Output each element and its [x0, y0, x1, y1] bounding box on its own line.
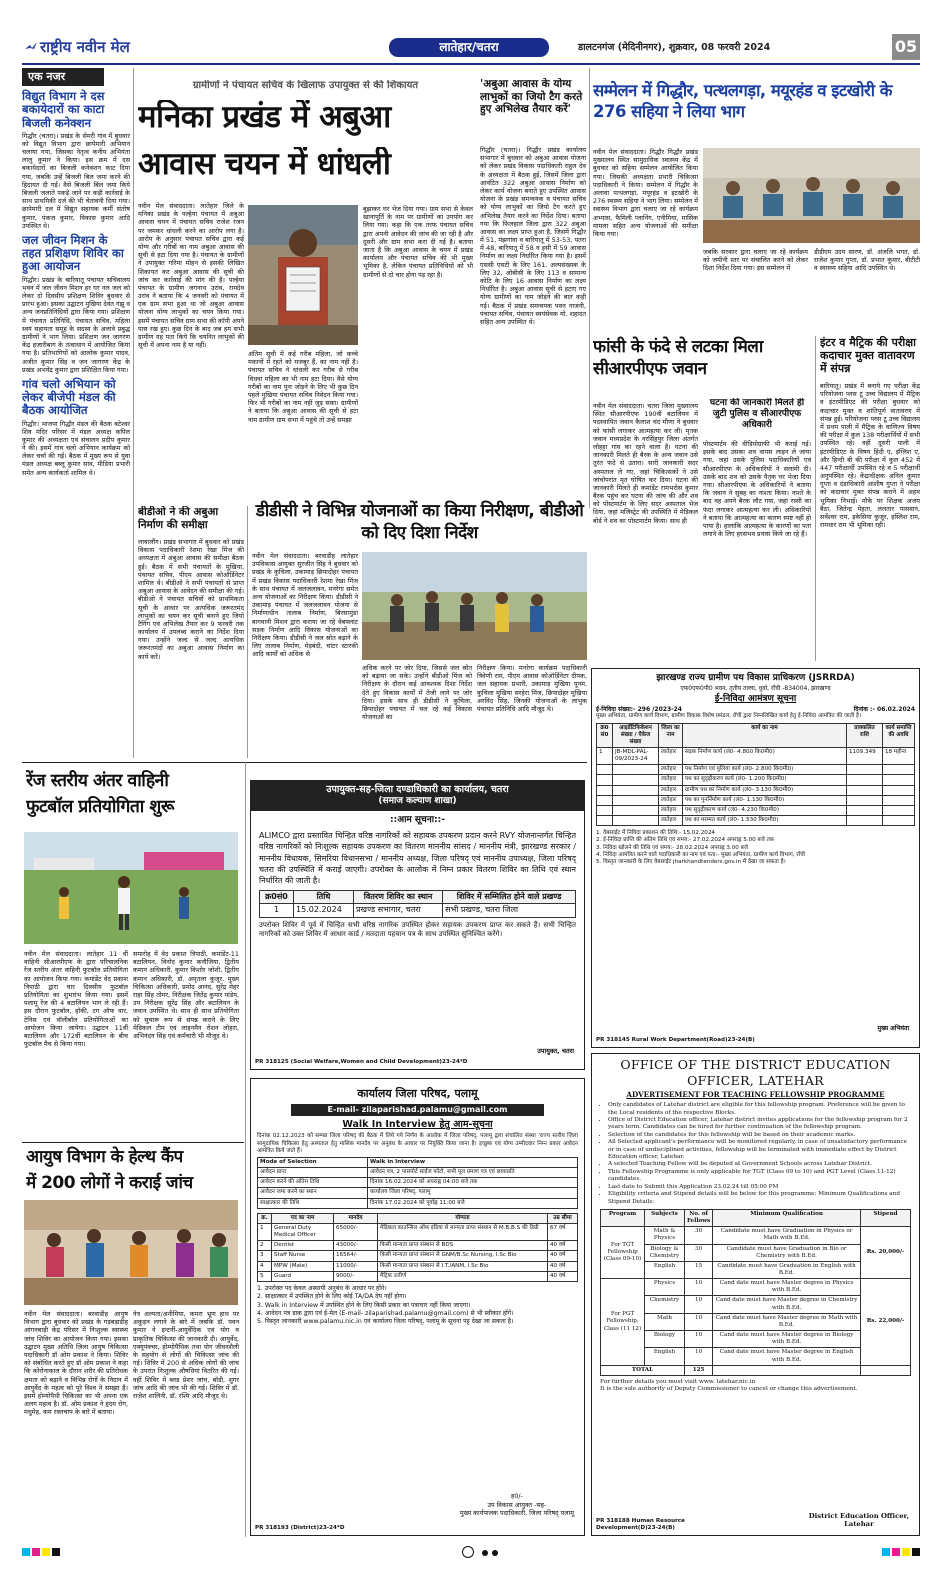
cell	[883, 795, 915, 805]
lead-body-col-3: बुझाकर घर भेज दिया गया। ग्राम सभा से केवल खानापूर्ति के नाम पर ग्रामीणों का उपयोग कर लिया गया। कहा कि एक तरफ पंचायत सचिव द्वारा अपनी आवेदन की जांच की जा रही है और दूसरी और ग्राम सभा करा दी गई है। बताया जाता है कि अबुआ आवास के चयन में प्रखंड कार्यालय और पंचायत सचिव की भी मुख्य भूमिका है, लेकिन पंचायत प्रतिनिधियों को भी ग्रामीणों से दो चार होना पड़ रहा है।	[363, 205, 473, 279]
cell: 1	[260, 904, 294, 917]
table-row	[601, 1279, 911, 1296]
col-header: Stipend	[861, 1209, 911, 1226]
col-header: Subjects	[645, 1209, 685, 1226]
sahiya-headline: सम्मेलन में गिद्धौर, पत्थलगड़ा, मयूरहंड व इटखोरी के 276 सहिया ने लिया भाग	[593, 81, 892, 122]
bdo-review-body: लावालौंग। प्रखंड सभागार में बुधवार को प्रखंड विकास पदाधिकारी रेशमा रेखा मिंज की अध्यक्षता में अबुआ आवास की समीक्षा बैठक हुई। बैठक में सभी पंचायतों के मुखिया, पंचायत सचिव, पीएम आवास कोऑर्डिनेटर शामिल थे। बीडीओ ने सभी पंचायतों से प्राप्त अबुआ आवास के आवेदन की समीक्षा की गई। बीडीओ ने पंचायत सचिवों को प्राथमिकता सूची के आधार पर अत्यधिक जरूरतमंद लाभुकों का चयन कर सूची बनाने हुए जियो टैगिंग एवं अभिलेख तैयार कर 9 फरवरी तक कार्यालय में उपलब्ध कराने का निर्देश दिया गया। उन्होंने जल्द से जल्द अत्यधिक जरूरतमंदों का अबुआ आवास निर्माण का कार्य करें।	[138, 538, 244, 661]
cell: English	[645, 1348, 685, 1365]
cell: 40 वर्ष	[548, 1261, 578, 1271]
palamu-pr: PR 318193 (District)23-24*D	[255, 1524, 345, 1531]
note: 3. Walk in Interview में उपस्थित होने के लिए किसी प्रकार का पत्राचार नहीं किया जाएगा।	[257, 1301, 471, 1309]
palamu-signatory	[460, 1492, 574, 1517]
col-header: क्र.	[258, 1213, 272, 1223]
cell: 1	[597, 748, 613, 765]
deo-subtitle: ADVERTISEMENT FOR TEACHING FELLOWSHIP PROGRAMME	[626, 1090, 885, 1099]
cell	[883, 775, 915, 785]
football-photo-field	[24, 832, 238, 944]
table-header-row	[260, 891, 576, 904]
bullet: • A selected Teaching Fellow will be deputed at Government Schools across Latehar District.	[608, 1161, 911, 1168]
page-number: 05	[892, 34, 920, 60]
cell: 18 महीना	[883, 748, 915, 765]
table-row	[601, 1227, 911, 1244]
jsrrda-title: ई-निविदा आमंत्रण सूचना	[714, 694, 797, 705]
cell	[883, 765, 915, 775]
column-divider	[815, 336, 816, 661]
table-row	[597, 816, 915, 826]
jsrrda-address: एफ0एफ0पी0 भवन, तृतीय तल्ला, धुर्वा, राँची -834004, झारखण्ड	[680, 684, 831, 692]
cell: Rs. 20,000/-	[861, 1227, 911, 1279]
table-row	[258, 1198, 578, 1208]
note: 2. ई-निविदा प्राप्ति की अंतिम तिथि एवं समय:- 27.02.2024 अपराह्न 5.00 बजे तक	[596, 837, 775, 844]
cell: मेडिकल काउन्सिल ऑफ इंडिया से मान्यता प्राप्त संस्थान से M.B.B.S की डिग्री	[378, 1223, 548, 1240]
col-header: उम्र सीमा	[548, 1213, 578, 1223]
cell: लातेहार	[659, 816, 683, 826]
note: 4. निविदा आमंत्रित करने वाले पदाधिकारी का नाम एवं पता:- मुख्य अभियंता, ग्रामीण कार्य विभाग, राँची	[596, 851, 806, 858]
cell: प्रखण्ड सभागार, चतरा	[354, 904, 443, 917]
table-row	[597, 805, 915, 815]
note: 2. साक्षात्कार में उपस्थित होने के लिए कोई TA/DA देय नहीं होगा।	[257, 1293, 407, 1301]
fansi-subhead: घटना की जानकारी मिलते ही जुटी पुलिस व सीआरपीएफ अधिकारी	[709, 398, 805, 430]
cell: दिनांक 17.02.2024 को पूर्वाह्न 11:00 बजे	[368, 1198, 578, 1208]
sahiya-body-3: डीडीएम उदय सारण, डॉ. अंजलि भगत, डॉ. राजेश कुमार गुप्ता, डॉ. प्रभात कुमार, बीटीटी व स्वास्थ्य सहिया आदि उपस्थित थे।	[814, 248, 920, 273]
cell: Chemistry	[645, 1296, 685, 1313]
table-row	[597, 748, 915, 765]
table-total-row	[601, 1365, 911, 1375]
cell: 5	[258, 1271, 272, 1281]
deo-title-2: OFFICER, LATEHAR	[687, 1073, 824, 1088]
deo-fellowship-table	[600, 1209, 911, 1376]
chatra-signatory: उपायुक्त, चतरा	[537, 1046, 574, 1055]
paper-name: राष्ट्रीय नवीन मेल	[40, 38, 130, 56]
item-title: विद्युत विभाग ने दस बकायेदारों का काटा बिजली कनेक्शन	[22, 89, 105, 130]
jsrrda-tender-notice	[591, 668, 920, 1048]
column-divider	[133, 68, 134, 758]
cell	[613, 795, 659, 805]
item-body: गिद्धौर। भाजपा गिद्धौर मंडल की बैठक बटेश्वर शिव मंदिर परिसर में मंडल अध्यक्ष कपिल कुमार की अध्यक्षता एवं संचालन प्रदीप कुमार ने की। इसमें गांव चलो अभियान कार्यक्रम को लेकर चर्चा की गई। बैठक में मुख्य रूप से युवा मंडल अध्यक्ष बब्लू कुमार साव, मीडिया प्रभारी समेत अन्य कार्यकर्ता शामिल थे।	[22, 419, 130, 477]
deo-pr: PR 318188 Human Resource Development(D)23-24(B)	[596, 1517, 685, 1531]
cell: 125	[685, 1365, 713, 1375]
cell: MPW (Male)	[272, 1261, 334, 1271]
cell: Staff Nurse	[272, 1251, 334, 1261]
cell: 10	[685, 1279, 713, 1296]
cell: For PGT Fellowship, Class (11 12)	[601, 1279, 645, 1366]
ayush-body: नवीन मेल संवाददाता। बरवाडीह आयुष विभाग द्वारा बुधवार को प्रखंड के गड़बड़ाडीह आंगनबाड़ी केंद्र परिसर में निःशुल्क स्वास्थ्य जांच शिविर का आयोजन किया गया। इसका उद्घाटन मुख्य अतिथि जिला आयुष चिकित्सा पदाधिकारी डॉ ओम प्रकाश ने किया। शिविर को संबोधित करते हुए डॉ ओम प्रकाश ने कहा कि कोरोनाकाल के दौरान शरीर की प्रतिरोधक क्षमता को बढ़ाने व विभिन्न रोगों के निदान में आयुर्वेद के महत्व को पूरे विश्व ने समझा है। इसमें होम्योपैथी चिकित्सा का भी अपना एक अलग महत्व है। डॉ. ओम प्रकाश ने हृदय रोग, मधुमेह, कम रक्तचाप के बारे में बताया।	[24, 1310, 128, 1417]
table-header-row	[601, 1209, 911, 1226]
cell: 15.02.2024	[294, 904, 354, 917]
jsrrda-pr: PR 318145 Rural Work Department(Road)23-24(B)	[596, 1036, 755, 1043]
note: 3. निविदा खोलने की तिथि एवं समय:- 28.02.2024 अपराह्न 3.00 बजे	[596, 844, 748, 851]
cell: For TGT Fellowship (Class 09-10)	[601, 1227, 645, 1279]
col-header: No. of Fellows	[685, 1209, 713, 1226]
cell	[883, 785, 915, 795]
table-row	[258, 1157, 578, 1167]
signatory-line: District Education Officer,	[808, 1511, 909, 1520]
cell: Cand date must have Master degree in Biology with B.Ed.	[713, 1331, 861, 1348]
table-row	[258, 1241, 578, 1251]
section-rule	[22, 1142, 244, 1143]
table-row	[258, 1188, 578, 1198]
signatory-line: उप विकास आयुक्त -सह-	[487, 1500, 547, 1509]
item-title: गांव चलो अभियान को लेकर बीजेपी मंडल की बैठक आयोजित	[22, 376, 116, 418]
lead-photo-man-holding-paper	[248, 205, 358, 345]
cell: सड़क निर्माण कार्य (लं0- 4.800 कि0मी0)	[683, 748, 847, 765]
cell: पथ का सुदृढ़ीकरण कार्य (लं0- 1.200 कि0मी0)	[683, 775, 847, 785]
cell	[597, 795, 613, 805]
abua-headline: 'अबुआ आवास के योग्य लाभुकों का जियो टैग करते हुए अभिलेख तैयार करें'	[480, 78, 583, 116]
cell: Mode of Selection	[258, 1157, 368, 1167]
football-body: नवीन मेल संवाददाता। लातेहार 11 वीं वाहिनी सीआरपीएफ के द्वारा परिचालनिक रेंज स्तरीय अंतर वाहिनी फुटबॉल प्रतियोगिता का आयोजन किया गया। कमांडेंट वेद प्रकाश त्रिपाठी द्वारा चार दिवसीय फुटबॉल प्रतियोगिता का शुभारंभ किया गया। इसमें पलामू रेंज की 4 बटालियन भाग ले रही हैं। इस दौरान फुटबॉल, हॉकी, टग ऑफ वार, टेनिस एवं वॉलीबॉल प्रतियोगिताओं का आयोजन किया जायेगा। उद्घाटन 11वीं बटालियन और 172वीं बटालियन के बीच फुटबॉल मैच से किया गया।	[24, 950, 128, 1049]
col-header: मानदेय	[334, 1213, 378, 1223]
cell: 10	[685, 1331, 713, 1348]
palamu-header: कार्यालय जिला परिषद, पलामू	[357, 1087, 478, 1100]
ek-nazar-item	[22, 234, 130, 374]
section-rule	[22, 762, 587, 763]
cell: साक्षात्कार की तिथि	[258, 1198, 368, 1208]
cell	[847, 775, 883, 785]
table-row	[597, 765, 915, 775]
ddc-body: नवीन मेल संवाददाता। बरवाडीह लातेहार उपविकास आयुक्त सुरजीत सिंह ने बुधवार को प्रखंड के कुचिला, उकामाड़ छिपादोहर पंचायत में प्रखंड विकास पदाधिकारी रेशमा रेखा मिंज के साथ पंचायत में जलजलावन, मनरेगा समेत अन्य योजनाओं का निरीक्षण किया। डीडीसी ने उकामाड़ पंचायत में जलजलावन योजना से निर्माणाधीन तालाब निर्माण, बिरसामुंडा बागवानी मिशन द्वारा कराया जा रहे वेबफ्लांट सड़क निर्माण आदि विकास योजनाओं का निरीक्षण किया। डीडीसी ने जल स्रोत बढ़ाने के लिए तालाब निर्माण, मेड़बंदी, चांटर स्टारकी आदि कार्यों को अधिक से	[252, 552, 358, 659]
cell: 10	[685, 1313, 713, 1330]
cell: लातेहार	[659, 795, 683, 805]
cell: 3	[258, 1251, 272, 1261]
col-header: शिविर में सम्मिलित होने वाले प्रखण्ड	[443, 891, 576, 904]
chatra-title: ::आम सूचना::-	[390, 814, 445, 825]
lead-body-col-2: अंतिम सूची में कई गरीब महिला, जो कच्चे मकानों में रहते को मजबूर हैं, का नाम नहीं है। पंचायत सचिव ने धांधली कर गरीब से गरीब विधवा महिला का भी नाम हटा दिया। वैसे योग्य गरीबों का नाम पुनः जोड़ने के लिए भी कुछ दिन पहले मुखिया पंचायत सचिव निवेदन किया गया। फिर भी गरीबों का नाम नहीं जुड़ सका। ग्रामीणों ने बताया कि अबुआ आवास की सूची से हटा नाम ग्रामीण ग्राम सभा में पहुंचे तो उन्हें समझा	[248, 350, 358, 424]
ddc-photo-inspection	[362, 552, 587, 660]
bdo-review-headline: बीडीओ ने की अबुआ निर्माण की समीक्षा	[138, 506, 219, 531]
cell: लातेहार	[659, 805, 683, 815]
deo-latehar-notice	[591, 1053, 920, 1536]
fansi-body: नवीन मेल संवाददाता। चतरा जिला मुख्यालय स्थित सीआरपीएफ 190वीं बटालियन में पदस्थापित जवान कैलाश चंद मीणा ने बुधवार को फांसी लगाकर आत्महत्या कर ली। मृतक जवान मध्यप्रदेश के नरसिंहपुर जिला अंतर्गत लोहट्टा गांव का रहने वाला है। घटना की जानकारी मिलते ही बैरक के अन्य जवान उसे तुरंत फंदे से उतारा। सारी जानकारी सदर अस्पताल ले गए, जहां चिकित्सकों ने उसे जांचोपरांत मृत घोषित कर दिया। घटना की जानकारी मिलते ही कमांडेंट रामभरोस कुमार बैरक पहुंच कर घटना की जांच की और शव को पोस्टमार्टम के लिए सदर अस्पताल भेज दिया, जहां मजिस्ट्रेट की उपस्थिति में मेडिकल बोर्ड ने शव का पोस्टमार्टम किया। साथ ही	[593, 402, 698, 525]
cell: किसी मान्यता प्राप्त संस्थान से GNM/B.Sc Nursing, I.Sc Bio	[378, 1251, 548, 1261]
cell: किसी मान्यता प्राप्त संस्थान से BDS	[378, 1241, 548, 1251]
inter-headline: इंटर व मैट्रिक की परीक्षा कदाचार मुक्त वातावरण में संपन्न	[820, 336, 916, 376]
ek-nazar-item	[22, 378, 130, 477]
chatra-body: ALIMCO द्वारा प्रस्तावित चिन्हित वरिष्ठ नागरिकों को सहायक उपकरण प्रदान करने RVY योजनान्तर्गत चिन्हित वरिष्ठ नागरिकों को निःशुल्क सहायक उपकरण का वितरण माननीय सांसद / माननीय मंत्री, झारखण्ड सरकार / माननीय विधायक, सिमरिया विधानसभा / माननीय अध्यक्ष, जिला परिषद् एवं माननीय उपाध्यक्ष, जिला परिषद् चतरा की उपस्थिति में कराई जाएगी। उपरोक्त के आलोक में निम्न प्रकार वितरण शिविर का तिथि एवं स्थान निर्धारित की जाती है।	[259, 831, 576, 885]
jsrrda-table	[596, 723, 915, 827]
item-title: जल जीवन मिशन के तहत प्रशिक्षण शिविर का हुआ आयोजन	[22, 232, 124, 274]
cell: Physics	[645, 1279, 685, 1296]
cell: आवेदन जमा करने का स्थान	[258, 1188, 368, 1198]
note: 5. विस्तृत जानकारी www.palamu.nic.in एवं कार्यालय जिला परिषद्, पलामू के सूचना पट्ट देखा जा सकता है।	[257, 1318, 514, 1326]
palamu-intro: दिनांक 02.12.2023 को सम्पन्न जिला परिषद् की बैठक में लिये गये निर्णय के आलोक में जिला परिषद्, पलामू द्वारा संचालित संस्था 'राज्य स्तरीय जिला सामुदायिक चिकित्सा हेतु अस्पताल हेतु मासिक मानदेय पर अनुबंध के आधार पर नियुक्ति किया जाना है। इच्छुक एवं योग्य उम्मीदवार निम्न प्रकार आवेदन आमंत्रित किये जाते हैं।	[257, 1133, 578, 1154]
note: 1. वेबसाईट में निविदा प्रकाशन की तिथि:- 15.02.2024	[596, 830, 715, 837]
cell	[847, 816, 883, 826]
cell: आवेदन करने की अंतिम तिथि	[258, 1178, 368, 1188]
cell	[597, 785, 613, 795]
table-row	[258, 1251, 578, 1261]
deo-signatory	[809, 1512, 909, 1529]
cell	[613, 765, 659, 775]
cell: Cand date must have Master degree in Math with B.Ed.	[713, 1313, 861, 1330]
cell	[883, 816, 915, 826]
registration-mark-icon	[462, 1546, 474, 1558]
signatory-line: ह0/-	[510, 1492, 523, 1501]
lead-headline-2: आवास चयन में धांधली	[138, 147, 391, 182]
cell: लातेहार	[659, 748, 683, 765]
bullet: • Only candidates of Latehar district are eligible for this fellowship program. Preference will be given to the Local residents of the respective Blocks.	[608, 1102, 911, 1117]
cell	[613, 816, 659, 826]
ayush-photo-camp	[24, 1200, 238, 1305]
football-body-2: समारोह में वेद प्रकाश त्रिपाठी, कमांडेंट-11 बटालियन, विनोद कुमार कनौजिया, द्वितीय कमान अधिकारी, कुमार किशोर जोशी, द्वितीय कमान अधिकारी, डॉ. अमृतला कुजूर, मुख्य चिकित्सा अधिकारी, प्रमोद आनंद, सुरेंद्र मेहर राहा सिंह तोमर, निरीक्षक जितेंद्र कुमार पांडेय, उप निरीक्षक सुरेंद्र सिंह और बटालियन के जवान उपस्थित थे। साथ ही साथ प्रतियोगिता को सुचारू रूप से संपन्न कराने के लिए मेडिकल टीम एवं लाइनमैन रोशन लोहरा, अभिनंदन सिंह एवं कर्मचारी भी मौजूद थे।	[133, 950, 239, 1040]
cell: लातेहार	[659, 765, 683, 775]
ayush-headline-1: आयुष विभाग के हेल्थ कैंप	[26, 1147, 183, 1167]
cell: Walk in Interview	[368, 1157, 578, 1167]
cell	[861, 1365, 911, 1375]
palamu-title: Walk In Interview हेतु आम-सूचना	[342, 1119, 493, 1131]
lead-kicker: ग्रामीणों ने पंचायत सचिव के खिलाफ उपायुक्त से की शिकायत	[192, 80, 419, 91]
cell	[597, 816, 613, 826]
bullet: • Last date to Submit this Application 23.02.24 till 05:00 PM	[608, 1184, 911, 1191]
table-row	[597, 795, 915, 805]
cell: सभी प्रखण्ड, चतरा जिला	[443, 904, 576, 917]
jsrrda-notes	[592, 828, 919, 868]
col-header: जिला का नाम	[659, 723, 683, 747]
table-row	[258, 1178, 578, 1188]
cell: Dentist	[272, 1241, 334, 1251]
cell: ग्रामीण पथ का निर्माण कार्य (लं0- 3.130 कि0मी0)	[683, 785, 847, 795]
table-row	[260, 904, 576, 917]
cell: 65000/-	[334, 1223, 378, 1240]
signatory-line: मुख्य कार्यपालक पदाधिकारी, जिला परिषद् पलामू	[459, 1508, 574, 1517]
col-header: क्र0सं0	[260, 891, 294, 904]
ddc-body-2: अधिक करने पर जोर दिया, जिससे जल स्रोत को बढ़ाया जा सके। उन्होंने बीडीओ मिंज को निरीक्षण के दौरान कई आवश्यक दिशा निर्देश देते हुए विकास कार्यों में तेजी लाने पर जोर दिया। इसके साथ ही डीडीसी ने कुचिला, छिपादोहर पंचायत में चल रहे कई विकास योजनाओं का	[362, 664, 472, 722]
table-row	[597, 775, 915, 785]
cell: कार्यालय जिला परिषद्, पलामू	[368, 1188, 578, 1198]
jsrrda-intro: मुख्य अभियंता, ग्रामीण कार्य विभाग, ग्रामीण विकास विशेष प्रमंडल, राँची द्वारा निम्नलिखित कार्य हेतु ई-निविदा आमंत्रित की जाती है।	[596, 713, 862, 720]
cell: 43000/-	[334, 1241, 378, 1251]
table-row	[258, 1261, 578, 1271]
sahiya-body: नवीन मेल संवाददाता। गिद्धौर गिद्धौर प्रखंड मुख्यालय स्थित सामुदायिक स्वास्थ्य केंद्र में बुधवार को सहिया सम्मेलन आयोजित किया गया। जिसकी अध्यक्षता प्रभारी चिकित्सा पदाधिकारी ने किया। सम्मेलन में गिद्धौर के अलावा पत्थलगड़ा, मयूरहंड व इटखोरी के 276 स्वस्थ्य सहिया ने भाग लिया। सम्मेलन में स्वास्थ्य विभाग द्वारा चलाए जा रहे कार्यक्रम अभ्यास, फैमिली प्लानिंग, एनीमिया, मासिक मामला सहित अन्य योजनाओं की समीक्षा किया गया।	[593, 148, 698, 238]
cell: Math & Physics	[645, 1227, 685, 1244]
palamu-email: E-mail- zilaparishad.palamu@gmail.com	[291, 1104, 544, 1116]
palamu-posts-table	[257, 1213, 578, 1282]
jsrrda-ref: ई-निविदा संख्या:- 296 /2023-24	[596, 705, 682, 713]
section-label: लातेहार/चतरा	[439, 40, 499, 54]
bullet: • Selection of the candidates for this fellowship will be based on their academic marks.	[608, 1132, 911, 1139]
col-header: पद का नाम	[272, 1213, 334, 1223]
fansi-body-2: पोस्टमार्टम की वीडियोग्राफी भी कराई गई। इसके बाद उसका शव वापस लाइन ले जाया गया, जहां उसके पुलिस पदाधिकारियों एवं सीआरपीएफ के अधिकारियों ने सलामी दी। उसके बाद शव को उसके पैतृक घर भेजा दिया गया। सीआरपीएफ के अधिकारियों ने बताया कि जवान ने सुबह का नाश्ता किया। नाश्ते के बाद वह अपने बैरक लौट गया, जहां रस्सी का फंदा लगाकर आत्महत्या कर ली। अधिकारियों ने बताया कि आत्महत्या का कारण स्पष्ट नहीं हो पाया है। हालांकि आत्महत्या के कारणों का पता लगाने के लिए हरसंभव प्रयास किये जा रहे हैं।	[703, 440, 811, 539]
cell: 16564/-	[334, 1251, 378, 1261]
table-row	[258, 1271, 578, 1281]
column-divider	[245, 762, 246, 1537]
cell: English	[645, 1261, 685, 1278]
cell: 40 वर्ष	[548, 1241, 578, 1251]
cell	[847, 795, 883, 805]
palamu-mode-table	[257, 1157, 578, 1209]
col-header: क्र0 सं0	[597, 723, 613, 747]
ddc-headline: डीडीसी ने विभिन्न योजनाओं का किया निरीक्षण, बीडीओ को दिए दिशा निर्देश	[255, 501, 584, 544]
inter-body: बारियातू। प्रखंड में बनाये गए परीक्षा केंद्र परियोजना प्लस टू उच्च विद्यालय में मैट्रिक व इंटरमीडिएट की परीक्षा बुधवार को कदाचार मुक्त व शांतिपूर्ण वातावरण में संपन्न हुई। परियोजना प्लस टू उच्च विद्यालय में प्रथम पाली में मैट्रिक के वाणिज्य विषय की परीक्षा में कुल 138 परीक्षार्थियों में सभी उपस्थित रहे। वहीं दूसरी पाली में इंटरमीडिएट के विषय हिंदी ए, इंग्लिश ए, और हिन्दी बी की परीक्षा में कुल 452 में 447 परीक्षार्थी उपस्थित रहे व 5 परीक्षार्थी अनुपस्थित रहे। केंद्राधीक्षक अनिल कुमार गुप्ता व दंडाधिकारी आशीष गुप्ता ने परीक्षा को कदाचार मुक्त संपन्न कराने में अहम भूमिका निभाई। मौके पर शिक्षक अजय बैठा, जितेन्द्र मेहता, ललतार पासवान, सर्वेश्वर राम, इकेसिया कुजूर, इस्लिश राम, रामधार राम भी भूमिका रही।	[820, 382, 920, 530]
cell: लातेहार	[659, 775, 683, 785]
chatra-footer: उपरोक्त शिविर में पूर्व में चिन्हित सभी वरिष्ठ नागरिक उपस्थित होकर सहायक उपकरण प्राप्त कर सकते हैं। सभी चिन्हित नागरिकों को उक्त शिविर में आधार कार्ड / मतदाता पहचान पत्र के साथ उपस्थित सुनिश्चित करेंगे।	[259, 920, 576, 939]
jsrrda-signatory: मुख्य अभियंता	[877, 1025, 909, 1033]
cell: आवेदन पत्र, 2 पासपोर्ट साईज फोटो, सभी मूल प्रमाण पत्र एवं छायाप्रति	[368, 1168, 578, 1178]
cell: 30	[685, 1227, 713, 1244]
cell: 9000/-	[334, 1271, 378, 1281]
column-divider	[247, 506, 248, 758]
column-divider	[589, 68, 590, 508]
table-header-row	[597, 723, 915, 747]
col-header: वितरण शिविर का स्थान	[354, 891, 443, 904]
cell	[883, 805, 915, 815]
logo-bird-icon	[24, 40, 38, 54]
cell: Math	[645, 1313, 685, 1330]
cell: Biology & Chemistry	[645, 1244, 685, 1261]
cell: 10	[685, 1348, 713, 1365]
cell: 1109.349	[847, 748, 883, 765]
cell: TOTAL	[601, 1365, 685, 1375]
col-header: Program	[601, 1209, 645, 1226]
table-row	[258, 1223, 578, 1240]
cell	[597, 775, 613, 785]
item-body: गिद्धौर (चतरा)। प्रखंड के सेमरी गांव में बुधवार को विद्युत विभाग द्वारा छापेमारी अभियान चलाया गया, जिसका नेतृत्व कनीय अभियंता लालु कुमार ने किया। इस क्रम में दस बकायेदारों का बिजली कनेक्शन काट दिया गया, जबकि उन्हें बिजली बिल जमा करने की हिदायत दी गई। वैसे बिजली बिल जमा किये बिजली जलाते पकड़े जाने पर कड़ी कार्रवाई के साथ प्राथमिकी दर्ज की भी चेतावनी दिया गया। छापेमारी दल में विद्युत सहायक कर्मी संतोष कुमार, पंकज कुमार, विकास कुमार आदि उपस्थित थे।	[22, 131, 130, 230]
note: 1. उपरोक्त पद केवल अस्थायी अनुबंध के आधार पर होंगे।	[257, 1284, 387, 1292]
cell: 15	[685, 1261, 713, 1278]
col-header: प्राक्कलित राशि	[847, 723, 883, 747]
cell: दिनांक 16.02.2024 को अपराह्न 04:00 बजे तक	[368, 1178, 578, 1188]
table-row	[597, 785, 915, 795]
cell	[597, 765, 613, 775]
cell: 40 वर्ष	[548, 1251, 578, 1261]
item-body: गिद्धौर। प्रखंड के बारियातू पंचायत सचिवालय भवन में जल जीवन मिशन हर घर नल जल को लेकर दो दिवसीय प्रशिक्षण शिविर बुधवार से प्रारंभ हुआ। इसका उद्घाटन मुखिया देवंत गंझु व अन्य जनप्रतिनिधियों द्वारा किया गया। प्रशिक्षण में पंचायत प्रतिनिधि, पंचायत सचिव, महिला स्वयं सहायता समूह के सदस्य के अलावे प्रबुद्ध ग्रामीणों ने भाग लिया। प्रशिक्षण जन जागरण केंद्र हजारीबाग के तत्वाधान में आयोजित किया गया है। प्रतिभागियों को आलोक कुमार यादव, अजीत कुमार सिंह व जन जागरण केंद्र के प्रखंड अभयेंद्र कुमार द्वारा प्रशिक्षित किया गया।	[22, 275, 130, 374]
deo-title-1: OFFICE OF THE DISTRICT EDUCATION	[620, 1057, 891, 1072]
cell: 67 वर्ष	[548, 1223, 578, 1240]
lead-body-col-1: नवीन मेल संवाददाता। लातेहार जिले के मनिका प्रखंड के पल्हेया पंचायत में अबुआ आवास चयन में पंचायत सचिव राजेश रंजन पर जमकर धांधली करने का आरोप लगा है। आरोप के अनुसार पंचायत सचिव द्वारा कई योग्य और गरीबों का नाम अबुआ आवास की सूची से हटा दिया गया है। पंचायत के ग्रामीणों ने उपायुक्त गरिमा मोहन से इसकी लिखित शिकायत कर अबुआ आवास की सूची की जांच कर कार्रवाई की मांग की है। पल्हेया पंचायत के ग्रामीण जगनाथ उरांव, रामदेव उरांव ने बताया कि 4 जनवरी को पंचायत में एक ग्राम सभा हुआ था जो अबुआ आवास योजना योग्य लाभुकों का चयन किया गया। इसमें पंचायत सचिव ग्राम सभा की कॉपी अपने पास रख हुए। कुछ दिन के बाद जब हम सभी ग्रामीण यह पता किये कि चयनित लाभुकों की सूची में अपना नाम है या नहीं।	[138, 202, 244, 350]
section-banner	[389, 38, 549, 57]
cell: पथ का पुनर्निर्माण कार्य (लं0- 1.130 कि0मी0)	[683, 795, 847, 805]
chatra-pr: PR 318125 (Social Welfare,Women and Child Development)23-24*D	[255, 1058, 468, 1065]
bullet: • Office of District Education officer, Latehar district invites applications for the fellowship program for 2 years term. Candidates can be hired for further continuation of the fellowship program.	[608, 1117, 911, 1132]
deo-footer-2: It is the sole authority of Deputy Commissioner to cancel or change this advertisement.	[600, 1386, 858, 1393]
bullet: • This Fellowship Programme is only applicable for TGT (Class 09 to 10) and PGT Level (Class 11-12) candidates.	[608, 1169, 911, 1184]
cell: पथ सुदृढ़ीकरण कार्य (लं0- 4.230 कि0मी0)	[683, 805, 847, 815]
ayush-headline-2: में 200 लोगों ने कराई जांच	[26, 1173, 193, 1193]
ddc-body-3: निरीक्षण किया। मनरेगा कार्यक्रम पदाधिकारी त्रिवेणी राम, पीएम आवास कोऑर्डिनेटर दीपक, जल सहायक प्रभारी, उकामाड़ मुखिया पूनम, कुचिला मुखिया सरहेरा मिंज, छिपादोहर मुखिया अरविंद सिंह, जिनकी योजनाओं के लाभुक पंचायत प्रतिनिधि आदि मौजूद थे।	[477, 664, 587, 713]
cell: Biology	[645, 1331, 685, 1348]
cell: Cand date must have Master degree in Chemistry with B.Ed.	[713, 1296, 861, 1313]
cell: 40 वर्ष	[548, 1271, 578, 1281]
dateline: डालटनगंज (मेदिनीनगर), शुक्रवार, 08 फरवरी 2024	[578, 42, 771, 53]
cell: Rs. 22,000/-	[861, 1279, 911, 1366]
palamu-notes	[251, 1282, 584, 1330]
cell: General Duty Medical Officer	[272, 1223, 334, 1240]
deo-footer-1: For further details you must visit www. latehar.nic.in	[600, 1378, 756, 1385]
table-header-row	[258, 1213, 578, 1223]
fansi-headline: फांसी के फंदे से लटका मिला सीआरपीएफ जवान	[593, 337, 763, 380]
cell: मैट्रिक उत्तीर्ण	[378, 1271, 548, 1281]
registration-strip	[22, 1545, 920, 1559]
cell: लातेहार	[659, 785, 683, 795]
cell	[713, 1365, 861, 1375]
cell: आवेदन प्राप्त	[258, 1168, 368, 1178]
cell: Candidate must have Graduation in Physics or Math with B.Ed.	[713, 1227, 861, 1244]
cell	[847, 765, 883, 775]
cell: Cand date must have Master degree in Physics with B.Ed.	[713, 1279, 861, 1296]
cell: 2	[258, 1241, 272, 1251]
table-row	[258, 1168, 578, 1178]
deo-bullets	[592, 1099, 919, 1206]
ek-nazar-item	[22, 90, 130, 230]
col-header: कार्य का नाम	[683, 723, 847, 747]
cell: Candidate must have Graduation in Bio or Chemistry with B.Ed.	[713, 1244, 861, 1261]
signatory-line: Latehar	[844, 1520, 874, 1529]
cell: 30	[685, 1244, 713, 1261]
col-header: Minimum Qualification	[713, 1209, 861, 1226]
ek-nazar-column	[22, 68, 130, 758]
sahiya-body-2: जबकि सरकार द्वारा चलाए जा रहे कार्यक्रम को जमीनी स्तर पर संचालित करने को लेकर दिशा निर्देश दिया गया। इस सम्मेलन में	[703, 248, 808, 273]
cell: किसी मान्यता प्राप्त संस्थान से I.T./ANM, I.Sc Bio	[378, 1261, 548, 1271]
cell	[847, 805, 883, 815]
cell	[597, 805, 613, 815]
bullet: • Eligibility criteria and Stipend details will be below for this programme: Minimum Qualifications and Stipend Details:	[608, 1191, 911, 1206]
chatra-header-2: (समाज कल्याण शाखा)	[251, 796, 584, 811]
football-headline-1: रेंज स्तरीय अंतर वाहिनी	[26, 771, 169, 791]
lead-headline-1: मनिका प्रखंड में अबुआ	[138, 100, 391, 135]
abua-body: गिद्धौर (चतरा)। गिद्धौर प्रखंड कार्यालय सभागार में बुधवार को अबुआ आवास योजना को लेकर प्रखंड विकास पदाधिकारी राहुल देव के अध्यक्षता में बैठक हुई, जिसमें जिला द्वारा आवंटित 322 अबुआ आवास निर्माण को लेकर कार्य योजना बनाते हुए उपस्थित आवास योजना के प्रखंड समन्वयक व पंचायत सचिव को योग्य लाभुकों का जियो टैग करते हुए अभिलेख तैयार करने का निर्देश दिया। बताया गया कि फिलहाल जिला द्वारा 322 अबुआ आवास का लक्ष्य प्राप्त हुआ है, जिसमें गिद्धौर में 51, मंझगांवा व बारियातू में 53-53, पतरा में 48, बारियातू में 58 व इसी में 59 आवास निर्माण का लक्ष्य निर्धारित किया गया है। इसमें एससी एसटी के लिए 161, अल्पसंख्यक के लिए 32, ओबीसी के लिए 113 व सामान्य कोटि के लिए 16 आवास निर्माण का लक्ष्य निर्धारित है। अबुआ आवास सूची से हटाए गए योग्य ग्रामीणों का नाम जोड़ने की बात कही गई। बैठक में प्रखंड समन्वयक पवन नाजनी, पंचायत सचिव, पंचायत स्वयंसेवक मो. शहादत सहित अन्य उपस्थित थे।	[480, 146, 586, 326]
cell: पथ का मरम्मत कार्य (लं0- 1.530 कि0मी0)	[683, 816, 847, 826]
cell: 11000/-	[334, 1261, 378, 1271]
jsrrda-header: झारखण्ड राज्य ग्रामीण पथ विकास प्राधिकरण (JSRRDA)	[656, 673, 855, 683]
football-headline-2: फुटबॉल प्रतियोगिता शुरू	[26, 797, 174, 817]
cell: पथ निर्माण एवं पुलिया कार्य (लं0- 2.800 कि0मी0)	[683, 765, 847, 775]
cell	[847, 785, 883, 795]
masthead-rule	[22, 63, 920, 65]
col-header: आइडेंटिफिकेशन संख्या / पैकेज संख्या	[613, 723, 659, 747]
sahiya-photo-meeting	[703, 148, 920, 243]
cell: 4	[258, 1261, 272, 1271]
col-header: तिथि	[294, 891, 354, 904]
cell: JB-MDL-PAL-09/2023-24	[613, 748, 659, 765]
note: 4. आवेदन पत्र डाक द्वारा एवं ई-मेल (E-mail- zilaparishad.palamu@gmail.com) से भी स्वीकार होंगे।	[257, 1309, 514, 1317]
col-header: योग्यता	[378, 1213, 548, 1223]
jsrrda-date: दिनांक :- 06.02.2024	[853, 705, 915, 713]
chatra-table	[259, 890, 576, 917]
cell	[613, 805, 659, 815]
cell	[613, 785, 659, 795]
cell: Candidate must have Graduation in English with B.Ed.	[713, 1261, 861, 1278]
ek-nazar-label: एक नजर	[22, 68, 104, 86]
cell: 1	[258, 1223, 272, 1240]
note: 5. विस्तृत जानकारी के लिए वेबसाईट jharkhandtenders.gov.in में देखा जा सकता है।	[596, 858, 786, 865]
chatra-header-1: उपायुक्त-सह-जिला दण्डाधिकारी का कार्यालय, चतरा	[251, 781, 584, 796]
ayush-body-2: नेत्र अल्पता/अनीमिया, कमरा भ्रूण हाथ पर अकुड़न लगाने के बारे में जबकि डॉ. पवन कुमार ने इन्टर्नी-आयुर्वेदिक एवं योग व प्राकृतिक चिकित्सा की जानकारी दी। आयुर्वेद, एक्यूपंक्चर, होम्योपैथिक तथा योग जीवनशैली के सहयोग से लोगों की चिकित्सा जांच की गई। शिविर में 200 से अधिक लोगों की जांच के उपरांत निःशुल्क औषधियां वितरित की गई। वहीं शिविर में ब्लड प्रेशर जांच, बॉडी, शुगर जांच आदि की जांच भी की गई। शिविर में डॉ. राजेश शालिनी, डॉ. रश्मि आदि मौजूद थे।	[133, 1310, 239, 1400]
cell	[613, 775, 659, 785]
chatra-notice	[250, 780, 585, 1070]
cell: Cand date must have Master degree in English with B.Ed.	[713, 1348, 861, 1365]
bullet: • All Selected applicant's performance will be monitored regularly, in case of unsatisfactory performance or in case of undisciplined activities, fellowship will be terminated with immediate effect by District Education officer, Latehar.	[608, 1139, 911, 1161]
cell: Guard	[272, 1271, 334, 1281]
palamu-notice	[250, 1078, 585, 1536]
cell: 10	[685, 1296, 713, 1313]
col-header: कार्य समाप्ति की अवधि	[883, 723, 915, 747]
